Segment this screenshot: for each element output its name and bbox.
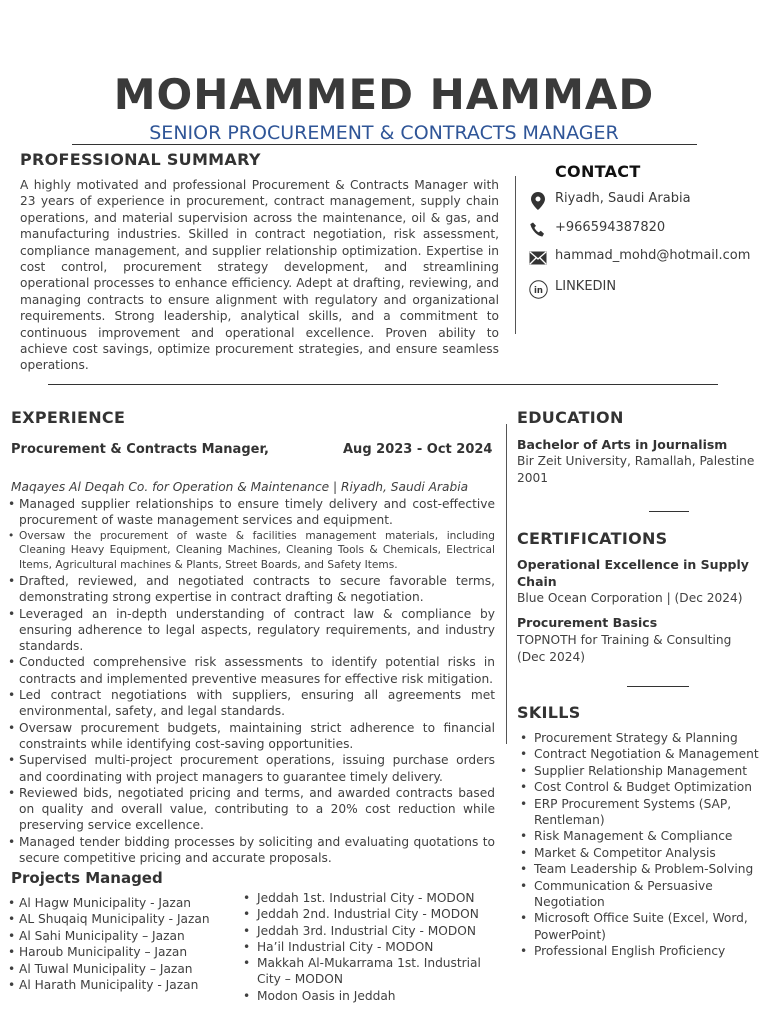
list-item: • Modon Oasis in Jeddah — [243, 988, 488, 1004]
contact-heading: CONTACT — [555, 162, 641, 181]
certification-org: Blue Ocean Corporation | (Dec 2024) — [517, 591, 743, 605]
phone-icon — [528, 220, 548, 240]
experience-heading: EXPERIENCE — [11, 408, 126, 427]
list-item: • Jeddah 3rd. Industrial City - MODON — [243, 923, 488, 939]
list-item: • Conducted comprehensive risk assessments to identify potential risks in contracts and implemented preventive measures for effective risk mitigation. — [11, 654, 495, 687]
list-item: • Reviewed bids, negotiated pricing and terms, and awarded contracts based on quality and overall value, contributing to a 20% cost reduction while preserving service excellence. — [11, 785, 495, 834]
education-school — [517, 453, 757, 486]
education-heading: EDUCATION — [517, 408, 624, 427]
education-degree: Bachelor of Arts in Journalism — [517, 437, 728, 452]
job-headline: SENIOR PROCUREMENT & CONTRACTS MANAGER — [149, 122, 619, 144]
contact-divider — [515, 176, 516, 334]
skills-list — [520, 730, 760, 960]
list-item: • Al Harath Municipality - Jazan — [11, 977, 231, 993]
linkedin-icon — [528, 279, 548, 299]
contact-linkedin[interactable] — [528, 279, 616, 301]
envelope-icon — [528, 248, 548, 268]
list-item: • Drafted, reviewed, and negotiated contracts to secure favorable terms, demonstrating strong expertise in contract drafting & negotiation. — [11, 573, 495, 606]
certifications-divider — [627, 686, 689, 687]
summary-divider — [48, 384, 718, 385]
education-divider — [649, 511, 689, 512]
projects-list-modon — [243, 890, 488, 1004]
job-role: Procurement & Contracts Manager, — [11, 442, 269, 457]
list-item: • AL Shuqaiq Municipality - Jazan — [11, 911, 231, 927]
list-item: • Communication & Persuasive Negotiation — [520, 878, 760, 911]
summary-text: A highly motivated and professional Procurement & Contracts Manager with 23 years of experience in procurement, contract management, supply chain operations, and material supervision across the maintenance, oil & gas, and manufacturing industries. Skilled in contract negotiation, risk assessment, compliance management, and supplier relationship optimization. Expertise in cost control, procurement strategy development, and streamlining operational processes to enhance efficiency. Adept at drafting, reviewing, and managing contracts to ensure alignment with regulatory and organizational requirements. Strong leadership, analytical skills, and a commitment to continuous improvement and operational excellence. Proven ability to achieve cost savings, optimize procurement strategies, and ensure seamless operations. — [20, 178, 499, 373]
experience-bullets — [11, 496, 495, 866]
certifications-heading: CERTIFICATIONS — [517, 529, 668, 548]
header-divider — [72, 144, 697, 145]
candidate-name: MOHAMMED HAMMAD — [113, 70, 655, 119]
list-item: • Managed tender bidding processes by soliciting and evaluating quotations to secure competitive pricing and accurate proposals. — [11, 834, 495, 867]
location-pin-icon — [528, 191, 548, 211]
list-item: • Jeddah 1st. Industrial City - MODON — [243, 890, 488, 906]
summary-heading: PROFESSIONAL SUMMARY — [20, 150, 261, 169]
contact-linkedin-link[interactable]: LINKEDIN — [555, 279, 617, 294]
list-item: • Managed supplier relationships to ensure timely delivery and cost-effective procurement of waste management services and equipment. — [11, 496, 495, 529]
projects-list-municipalities — [11, 895, 231, 993]
list-item: • Jeddah 2nd. Industrial City - MODON — [243, 906, 488, 922]
list-item: • Oversaw procurement budgets, maintaining strict adherence to financial constraints while identifying cost-saving opportunities. — [11, 720, 495, 753]
list-item: • Team Leadership & Problem-Solving — [520, 861, 760, 877]
list-item: • Oversaw the procurement of waste & facilities management materials, including Cleaning Heavy Equipment, Cleaning Machines, Cleaning Tools & Chemicals, Electrical Items, Agricultural machines & Plants, Street Boards, and Safety Items. — [11, 529, 495, 573]
list-item: • Microsoft Office Suite (Excel, Word, PowerPoint) — [520, 910, 760, 943]
certification-title: Procurement Basics — [517, 615, 658, 630]
list-item: • Haroub Municipality – Jazan — [11, 944, 231, 960]
list-item: • Makkah Al-Mukarrama 1st. Industrial City – MODON — [243, 955, 488, 988]
contact-location-text: Riyadh, Saudi Arabia — [555, 191, 691, 206]
certification-title: Operational Excellence in Supply Chain — [517, 557, 749, 589]
list-item: • Al Hagw Municipality - Jazan — [11, 895, 231, 911]
contact-phone[interactable] — [528, 220, 665, 242]
list-item: • Professional English Proficiency — [520, 943, 760, 959]
list-item: • Market & Competitor Analysis — [520, 845, 760, 861]
column-divider — [506, 424, 507, 744]
list-item: • Led contract negotiations with suppliers, ensuring all agreements met environmental, safety, and legal standards. — [11, 687, 495, 720]
certification-org: TOPNOTH for Training & Consulting (Dec 2024) — [517, 633, 732, 664]
list-item: • Al Tuwal Municipality – Jazan — [11, 961, 231, 977]
contact-phone-text: +966594387820 — [555, 220, 666, 235]
list-item: • Supplier Relationship Management — [520, 763, 760, 779]
contact-location — [528, 191, 691, 213]
contact-email[interactable] — [528, 248, 750, 270]
job-title — [11, 441, 496, 458]
list-item: • Ha’il Industrial City - MODON — [243, 939, 488, 955]
list-item: • Supervised multi-project procurement operations, issuing purchase orders and coordinating with project managers to guarantee timely delivery. — [11, 752, 495, 785]
list-item: • Procurement Strategy & Planning — [520, 730, 760, 746]
svg-text:in: in — [533, 285, 543, 296]
list-item: • Al Sahi Municipality – Jazan — [11, 928, 231, 944]
contact-email-text: hammad_mohd@hotmail.com — [555, 248, 751, 263]
list-item: • Leveraged an in-depth understanding of contract law & compliance by ensuring adherence to legal aspects, regulatory requirements, and industry standards. — [11, 606, 495, 655]
job-dates: Aug 2023 - Oct 2024 — [343, 442, 493, 457]
list-item: • Cost Control & Budget Optimization — [520, 779, 760, 795]
list-item: • Contract Negotiation & Management — [520, 746, 760, 762]
projects-heading: Projects Managed — [11, 869, 163, 887]
education-school-name: Bir Zeit University, Ramallah, Palestine — [517, 454, 755, 468]
list-item: • Risk Management & Compliance — [520, 828, 760, 844]
skills-heading: SKILLS — [517, 703, 581, 722]
job-company: Maqayes Al Deqah Co. for Operation & Maintenance | Riyadh, Saudi Arabia — [11, 480, 469, 494]
list-item: • ERP Procurement Systems (SAP, Rentleman) — [520, 796, 760, 829]
education-year: 2001 — [517, 470, 549, 485]
